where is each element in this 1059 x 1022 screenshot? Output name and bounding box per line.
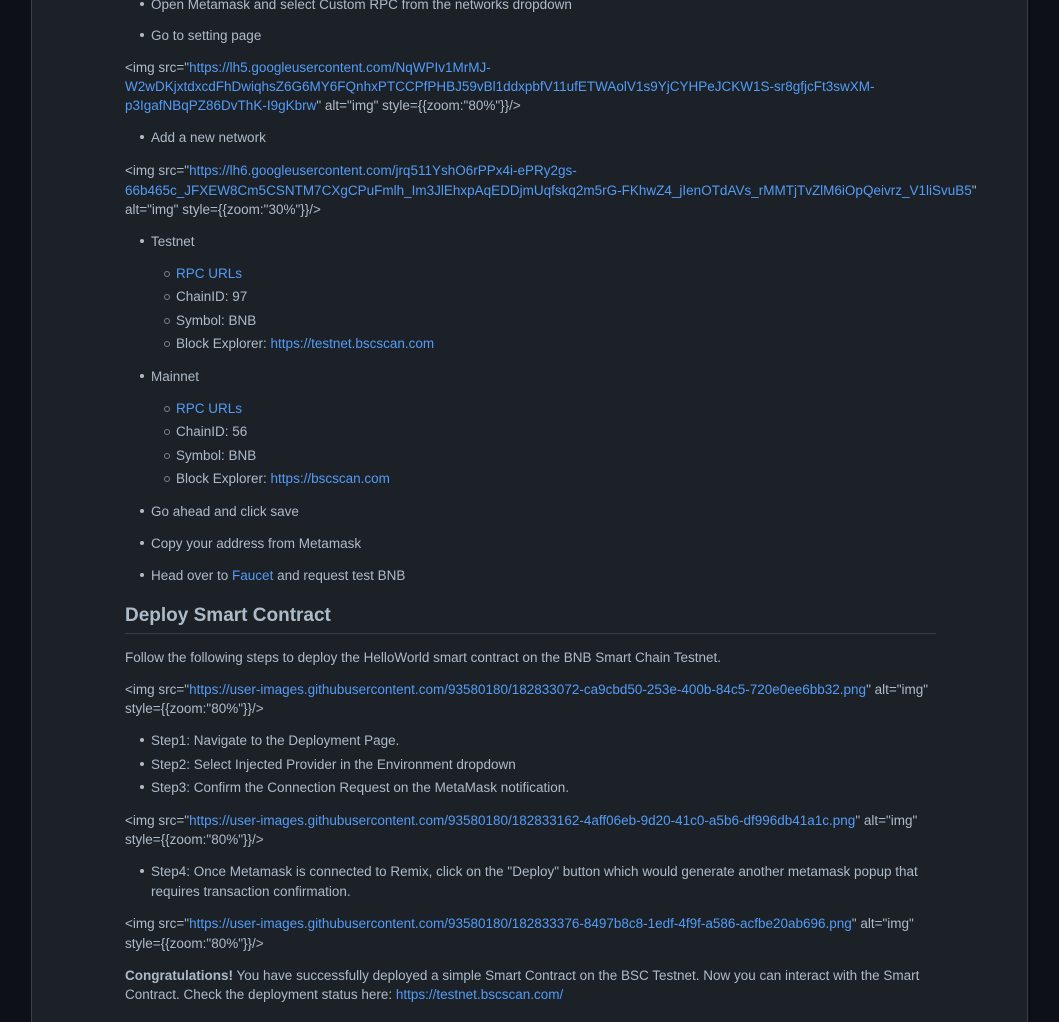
explorer-link[interactable]: https://bscscan.com — [270, 471, 390, 486]
code-text: alt="img" style={{zoom:"30%"}}/> — [125, 202, 321, 217]
code-text: <img src=" — [125, 60, 190, 75]
explorer-label: Block Explorer: — [176, 471, 271, 486]
explorer-label: Block Explorer: — [176, 336, 271, 351]
symbol-text: Symbol: BNB — [176, 448, 257, 463]
image-link[interactable]: https://user-images.githubusercontent.com/93580180/182833376-8497b8c8-1edf-4f9f-a586-acfbe20ab696.png — [189, 916, 852, 931]
sub-list-item — [176, 469, 390, 488]
list-item-text: Go to setting page — [151, 28, 262, 43]
img-tag-text — [125, 77, 874, 96]
list-item-text: Testnet — [151, 234, 195, 249]
img-tag-text — [125, 680, 928, 699]
code-text: " alt="img" style={{zoom:"80%"}}/> — [316, 98, 521, 113]
paragraph-text: You have successfully deployed a simple Smart Contract on the BSC Testnet. Now you can interact with the Smart — [233, 968, 920, 983]
list-item-text: Open Metamask and select Custom RPC from the networks dropdown — [151, 0, 572, 12]
image-link[interactable]: https://user-images.githubusercontent.com/93580180/182833072-ca9cbd50-253e-400b-84c5-720e0ee6bb32.png — [189, 682, 867, 697]
list-item-text: Step4: Once Metamask is connected to Remix, click on the "Deploy" button which would generate another metamask popup that — [151, 864, 918, 879]
code-text: style={{zoom:"80%"}}/> — [125, 936, 264, 951]
list-item-text: Add a new network — [151, 130, 266, 145]
paragraph-text: Contract. Check the deployment status here: — [125, 987, 396, 1002]
code-text: " — [971, 183, 977, 198]
list-item — [151, 566, 405, 585]
img-tag-text — [125, 914, 914, 933]
image-link[interactable]: https://lh6.googleusercontent.com/jrq511YshO6rPPx4i-ePRy2gs- — [189, 163, 577, 178]
list-item — [151, 128, 266, 147]
congrats-bold: Congratulations! — [125, 968, 233, 983]
img-tag-text — [125, 811, 917, 830]
chain-id-text: ChainID: 97 — [176, 289, 248, 304]
img-tag-text — [125, 96, 521, 115]
code-text: <img src=" — [125, 813, 190, 828]
list-item — [151, 502, 299, 521]
sub-list-item — [176, 446, 256, 465]
sub-list-item — [176, 422, 247, 441]
sub-list-item — [176, 334, 434, 353]
list-item-text: Go ahead and click save — [151, 504, 299, 519]
image-link[interactable]: https://lh5.googleusercontent.com/NqWPIv1MrMJ- — [189, 60, 491, 75]
chain-id-text: ChainID: 56 — [176, 424, 248, 439]
congrats-paragraph — [125, 985, 563, 1004]
list-item-text: Head over to — [151, 568, 233, 583]
rpc-urls-link[interactable]: RPC URLs — [176, 266, 243, 281]
image-link[interactable]: W2wDKjxtdxcdFhDwiqhsZ6G6MY6FQnhxPTCCPfPHBJ59vBl1ddxpbfV11ufETWAolV1s9YjCYHPeJCKW1S-sr8gfjcFt3swXM- — [125, 79, 875, 94]
image-link[interactable]: p3IgafNBqPZ86DvThK-I9gKbrw — [125, 98, 317, 113]
img-tag-text — [125, 161, 577, 180]
document-page — [31, 0, 1028, 1022]
img-tag-text — [125, 934, 264, 953]
code-text: <img src=" — [125, 916, 190, 931]
list-item-step3 — [151, 778, 569, 797]
image-link[interactable]: 66b465c_JFXEW8Cm5CSNTM7CXgCPuFmlh_Im3JlEhxpAqEDDjmUqfskq2m5rG-FKhwZ4_jIenOTdAVs_rMMTjTvZlM6iOpQeivrz_V1liSvuB5 — [125, 183, 972, 198]
paragraph-text: Follow the following steps to deploy the HelloWorld smart contract on the BNB Smart Chain Testnet. — [125, 650, 722, 665]
list-item — [151, 534, 361, 553]
section-heading: Deploy Smart Contract — [125, 603, 936, 634]
symbol-text: Symbol: BNB — [176, 313, 257, 328]
img-tag-text — [125, 181, 977, 200]
code-text: " alt="img" — [855, 813, 918, 828]
congrats-paragraph — [125, 966, 919, 985]
sub-list-item — [176, 287, 247, 306]
list-item-step2 — [151, 755, 516, 774]
list-item-text: Step1: Navigate to the Deployment Page. — [151, 733, 400, 748]
img-tag-text — [125, 200, 321, 219]
list-item-step4 — [151, 862, 918, 881]
list-item-text: Step2: Select Injected Provider in the Environment dropdown — [151, 757, 516, 772]
list-item-step1 — [151, 731, 399, 750]
list-item-testnet — [151, 232, 195, 251]
explorer-link[interactable]: https://testnet.bscscan.com — [270, 336, 435, 351]
code-text: style={{zoom:"80%"}}/> — [125, 832, 264, 847]
list-item-text: Step3: Confirm the Connection Request on the MetaMask notification. — [151, 780, 569, 795]
list-item-continuation — [151, 882, 351, 901]
list-item-text: requires transaction confirmation. — [151, 884, 351, 899]
img-tag-text — [125, 699, 264, 718]
list-item — [151, 0, 572, 14]
code-text: " alt="img" — [851, 916, 914, 931]
image-link[interactable]: https://user-images.githubusercontent.com/93580180/182833162-4aff06eb-9d20-41c0-a5b6-df996db41a1c.png — [189, 813, 856, 828]
list-item-text: and request test BNB — [273, 568, 406, 583]
paragraph — [125, 648, 721, 667]
img-tag-text — [125, 830, 264, 849]
code-text: <img src=" — [125, 682, 190, 697]
sub-list-item — [176, 399, 242, 418]
list-item-text: Mainnet — [151, 369, 200, 384]
sub-list-item — [176, 264, 242, 283]
list-item — [151, 26, 261, 45]
faucet-link[interactable]: Faucet — [232, 568, 274, 583]
rpc-urls-link[interactable]: RPC URLs — [176, 401, 243, 416]
list-item-mainnet — [151, 367, 199, 386]
code-text: style={{zoom:"80%"}}/> — [125, 701, 264, 716]
sub-list-item — [176, 311, 256, 330]
code-text: <img src=" — [125, 163, 190, 178]
img-tag-text — [125, 58, 491, 77]
code-text: " alt="img" — [866, 682, 929, 697]
status-link[interactable]: https://testnet.bscscan.com/ — [395, 987, 564, 1002]
list-item-text: Copy your address from Metamask — [151, 536, 362, 551]
